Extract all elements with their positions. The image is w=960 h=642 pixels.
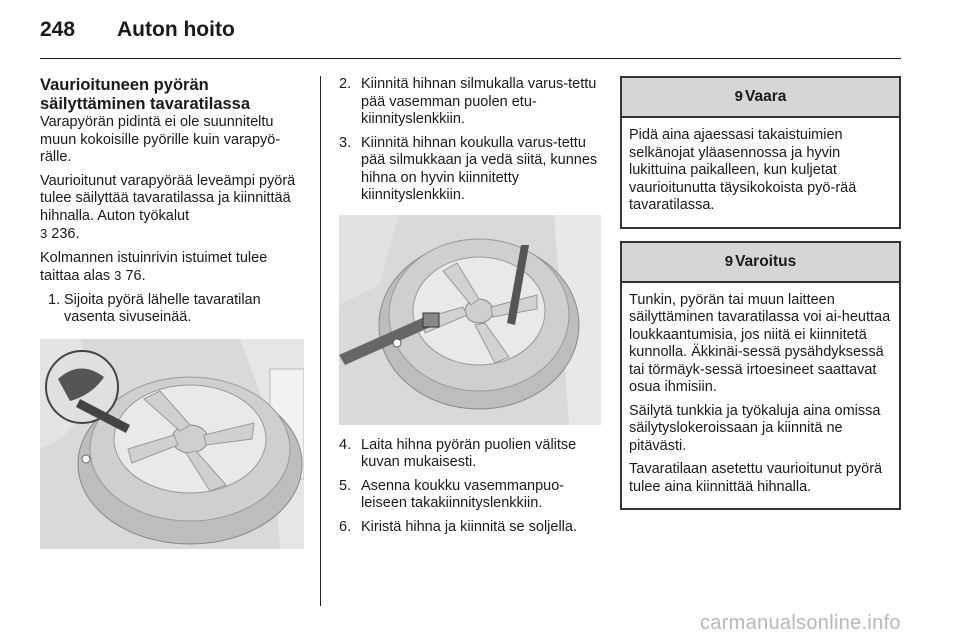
paragraph: Vaurioitunut varapyörää leveämpi pyörä tulee säilyttää tavaratilassa ja kiinnittää hihnalla. Auton työkalut 3 236. xyxy=(40,172,296,242)
page-reference-link[interactable]: 236. xyxy=(51,226,80,242)
section-title: Auton hoito xyxy=(117,18,235,41)
paragraph: Säilytä tunkkia ja työkaluja aina omissa säilytyslokeroissaan ja kiinnitä ne pitävästi. xyxy=(629,402,881,454)
warning-triangle-icon: 9 xyxy=(724,252,734,270)
watermark: carmanualsonline.info xyxy=(700,612,901,634)
reference-arrow-icon: 3 xyxy=(114,268,122,283)
step-number: 2. xyxy=(339,76,352,92)
page-number: 248 xyxy=(40,18,76,41)
step-number: 6. xyxy=(339,518,352,535)
caution-box-header xyxy=(622,243,899,283)
step-number: 5. xyxy=(339,477,352,494)
instruction-step xyxy=(339,437,605,472)
step-text: Laita hihna pyörän puolien välitse kuvan mukaisesti. xyxy=(361,436,577,470)
step-number: 4. xyxy=(339,436,352,453)
caution-box-body xyxy=(622,283,899,509)
step-text: Sijoita pyörä lähelle tavaratilan vasenta sivuseinää. xyxy=(64,291,261,325)
caution-box-title: Varoitus xyxy=(735,252,797,270)
danger-box-header xyxy=(622,78,899,118)
step-number: 1. xyxy=(48,291,61,308)
instruction-step xyxy=(339,478,605,513)
left-column xyxy=(40,76,304,549)
middle-column xyxy=(339,76,605,542)
step-number: 3. xyxy=(339,134,352,151)
caution-box xyxy=(620,241,901,511)
step-text: Kiinnitä hihnan silmukalla varus-tettu pää vasemman puolen etu-kiinnityslenkkiin. xyxy=(361,76,597,127)
instruction-step xyxy=(339,519,605,537)
page-reference-link[interactable]: 76. xyxy=(125,268,146,284)
step-text: Asenna koukku vasemmanpuo-leiseen takakiinnityslenkkiin. xyxy=(361,477,565,511)
section-heading: Vaurioituneen pyörän säilyttäminen tavaratilassa xyxy=(40,76,251,113)
spare-wheel-illustration xyxy=(40,339,304,549)
instruction-step xyxy=(40,292,304,327)
page-header xyxy=(40,18,235,52)
step-text: Kiinnitä hihnan koukulla varus-tettu pää silmukkaan ja vedä siitä, kunnes hihna on hyvin kiinnitetty kiinnityslenkkiin. xyxy=(361,134,598,203)
right-column xyxy=(620,76,901,522)
reference-arrow-icon: 3 xyxy=(40,226,48,241)
paragraph: Kolmannen istuinrivin istuimet tulee taittaa alas 3 76. xyxy=(40,249,268,284)
danger-box-title: Vaara xyxy=(744,88,787,106)
paragraph: Varapyörän pidintä ei ole suunniteltu muun kokoisille pyörille kuin varapyö-rälle. xyxy=(40,114,281,165)
instruction-step xyxy=(339,135,605,205)
strap-fastening-illustration xyxy=(339,215,601,425)
danger-box xyxy=(620,76,901,229)
danger-box-body xyxy=(622,118,899,227)
header-divider xyxy=(40,58,901,59)
instruction-step xyxy=(339,76,605,129)
paragraph: Pidä aina ajaessasi takaistuimien selkänojat yläasennossa ja hyvin lukittuina paikalleen, kun kuljetat vaurioitunutta täysikokoista pyö-rää tavaratilassa. xyxy=(629,127,857,213)
column-divider xyxy=(320,76,321,606)
paragraph: Tavaratilaan asetettu vaurioitunut pyörä tulee aina kiinnittää hihnalla. xyxy=(629,461,883,495)
warning-triangle-icon: 9 xyxy=(734,88,743,106)
paragraph: Tunkin, pyörän tai muun laitteen säilyttäminen tavaratilassa voi ai-heuttaa loukkaantumisia, jos niitä ei kiinnitetä kunnolla. Äkkinäi-sessä pysähdyksessä tai törmäyk-sessä irtoesineet saattavat osua ihmisiin. xyxy=(629,291,891,395)
step-text: Kiristä hihna ja kiinnitä se soljella. xyxy=(361,518,577,535)
